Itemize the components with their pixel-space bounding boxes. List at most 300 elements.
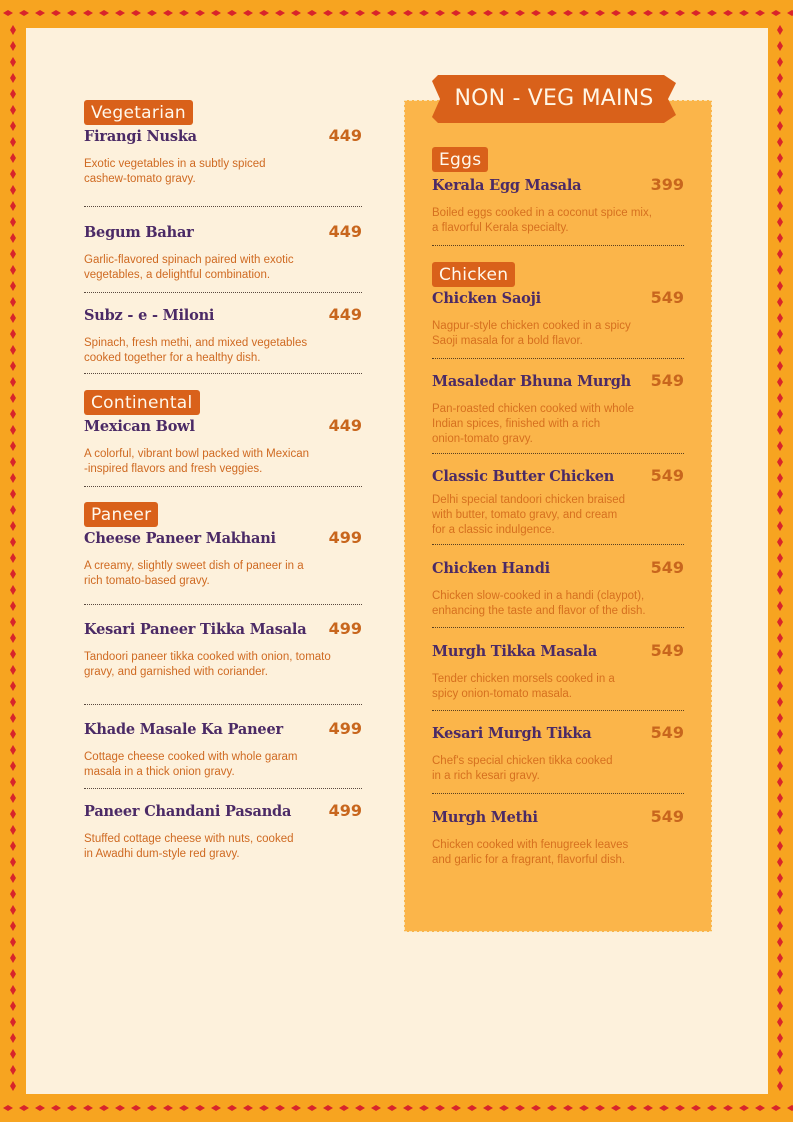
border-diamond (451, 10, 461, 16)
border-diamond (777, 601, 783, 611)
border-diamond (10, 489, 16, 499)
border-diamond (515, 10, 525, 16)
divider (432, 245, 684, 246)
border-diamond (83, 10, 93, 16)
border-diamond (675, 10, 685, 16)
border-diamond (467, 1105, 477, 1111)
border-diamond (777, 953, 783, 963)
border-diamond (371, 10, 381, 16)
border-diamond (10, 985, 16, 995)
border-diamond (777, 393, 783, 403)
border-diamond (777, 649, 783, 659)
border-diamond (659, 1105, 669, 1111)
border-diamond (243, 10, 253, 16)
border-diamond (483, 10, 493, 16)
border-diamond (10, 377, 16, 387)
border-diamond (777, 361, 783, 371)
border-diamond (67, 1105, 77, 1111)
border-diamond (777, 905, 783, 915)
border-diamond (777, 585, 783, 595)
border-diamond (355, 10, 365, 16)
item-price: 499 (328, 801, 362, 820)
border-diamond (291, 10, 301, 16)
border-diamond (307, 1105, 317, 1111)
menu-item (84, 619, 362, 680)
border-diamond (163, 10, 173, 16)
border-diamond (777, 713, 783, 723)
border-diamond (787, 10, 793, 16)
border-diamond (777, 201, 783, 211)
border-diamond (35, 10, 45, 16)
border-diamond (595, 10, 605, 16)
border-diamond (195, 10, 205, 16)
item-description: Chicken slow-cooked in a handi (claypot), enhancing the taste and flavor of the dish. (432, 590, 646, 617)
border-diamond (10, 393, 16, 403)
border-diamond (10, 73, 16, 83)
left-column (84, 100, 362, 862)
border-diamond (3, 1105, 13, 1111)
border-diamond (10, 1049, 16, 1059)
border-diamond (723, 1105, 733, 1111)
item-description: Exotic vegetables in a subtly spiced cashew-tomato gravy. (84, 158, 266, 185)
category-label: Continental (84, 390, 200, 415)
border-diamond (547, 10, 557, 16)
border-diamond (435, 10, 445, 16)
border-diamond (10, 505, 16, 515)
item-description: Pan-roasted chicken cooked with whole Indian spices, finished with a rich onion-tomato gravy. (432, 403, 635, 445)
border-diamond (10, 457, 16, 467)
border-diamond (777, 777, 783, 787)
border-diamond (339, 1105, 349, 1111)
section-vegetarian (84, 100, 362, 374)
border-diamond (675, 1105, 685, 1111)
menu-item (432, 175, 684, 236)
border-diamond (10, 313, 16, 323)
border-diamond (627, 1105, 637, 1111)
border-diamond (435, 1105, 445, 1111)
border-diamond (10, 137, 16, 147)
border-diamond (777, 553, 783, 563)
border-diamond (387, 10, 397, 16)
divider (84, 604, 362, 605)
item-name: Kesari Paneer Tikka Masala (84, 621, 307, 638)
border-diamond (10, 169, 16, 179)
border-diamond (499, 1105, 509, 1111)
item-name: Firangi Nuska (84, 128, 197, 145)
border-diamond (771, 10, 781, 16)
item-price: 549 (650, 288, 684, 307)
item-price: 449 (328, 416, 362, 435)
item-description: Stuffed cottage cheese with nuts, cooked in Awadhi dum-style red gravy. (84, 833, 294, 860)
border-diamond (777, 409, 783, 419)
border-diamond (243, 1105, 253, 1111)
border-diamond (777, 73, 783, 83)
border-diamond (275, 1105, 285, 1111)
category-label: Chicken (432, 262, 515, 287)
divider (432, 710, 684, 711)
menu-item (432, 466, 684, 538)
border-diamond (777, 761, 783, 771)
border-diamond (83, 1105, 93, 1111)
divider (84, 373, 362, 374)
border-diamond (777, 793, 783, 803)
border-diamond (10, 729, 16, 739)
border-diamond (451, 1105, 461, 1111)
item-name: Mexican Bowl (84, 418, 195, 435)
border-diamond (10, 841, 16, 851)
border-diamond (10, 697, 16, 707)
border-diamond (777, 937, 783, 947)
border-diamond (777, 537, 783, 547)
border-diamond (777, 809, 783, 819)
divider (432, 358, 684, 359)
border-diamond (777, 1033, 783, 1043)
item-price: 549 (650, 641, 684, 660)
border-diamond (10, 761, 16, 771)
item-name: Chicken Handi (432, 560, 550, 577)
border-diamond (10, 713, 16, 723)
item-name: Paneer Chandani Pasanda (84, 803, 292, 820)
border-diamond (777, 265, 783, 275)
border-diamond (777, 633, 783, 643)
border-diamond (10, 681, 16, 691)
border-diamond (339, 10, 349, 16)
border-diamond (777, 249, 783, 259)
border-diamond (10, 265, 16, 275)
border-diamond (755, 1105, 765, 1111)
border-diamond (777, 377, 783, 387)
item-name: Chicken Saoji (432, 290, 541, 307)
border-diamond (483, 1105, 493, 1111)
border-diamond (307, 10, 317, 16)
item-price: 549 (650, 723, 684, 742)
border-diamond (10, 1065, 16, 1075)
border-diamond (777, 745, 783, 755)
border-diamond (579, 10, 589, 16)
item-price: 499 (328, 619, 362, 638)
border-diamond (10, 281, 16, 291)
item-description: Boiled eggs cooked in a coconut spice mix, a flavorful Kerala specialty. (432, 207, 652, 234)
border-diamond (595, 1105, 605, 1111)
border-diamond (19, 1105, 29, 1111)
border-diamond (323, 1105, 333, 1111)
border-diamond (10, 217, 16, 227)
border-diamond (10, 617, 16, 627)
border-diamond (777, 425, 783, 435)
border-diamond (777, 89, 783, 99)
category-label: Paneer (84, 502, 158, 527)
border-diamond (777, 1017, 783, 1027)
border-diamond (777, 729, 783, 739)
border-diamond (777, 137, 783, 147)
border-diamond (10, 921, 16, 931)
border-diamond (777, 889, 783, 899)
border-diamond (3, 10, 13, 16)
border-diamond (275, 10, 285, 16)
section-continental (84, 390, 362, 487)
border-diamond (10, 57, 16, 67)
border-diamond (777, 281, 783, 291)
border-diamond (211, 1105, 221, 1111)
menu-item (432, 641, 684, 702)
border-diamond (227, 1105, 237, 1111)
border-diamond (531, 10, 541, 16)
border-diamond (10, 777, 16, 787)
border-diamond (777, 681, 783, 691)
border-diamond (115, 10, 125, 16)
menu-item (432, 288, 684, 349)
border-diamond (147, 10, 157, 16)
border-diamond (777, 841, 783, 851)
border-diamond (131, 1105, 141, 1111)
border-diamond (403, 1105, 413, 1111)
border-diamond (777, 105, 783, 115)
item-price: 499 (328, 719, 362, 738)
border-diamond (371, 1105, 381, 1111)
item-price: 449 (328, 126, 362, 145)
border-diamond (777, 25, 783, 35)
border-diamond (627, 10, 637, 16)
border-diamond (563, 10, 573, 16)
item-price: 499 (328, 528, 362, 547)
item-name: Khade Masale Ka Paneer (84, 721, 283, 738)
border-diamond (195, 1105, 205, 1111)
border-diamond (771, 1105, 781, 1111)
border-diamond (777, 41, 783, 51)
item-name: Murgh Methi (432, 809, 538, 826)
border-diamond (10, 1033, 16, 1043)
border-diamond (777, 665, 783, 675)
border-diamond (10, 937, 16, 947)
border-diamond (10, 89, 16, 99)
border-diamond (777, 1049, 783, 1059)
border-diamond (10, 345, 16, 355)
border-diamond (10, 473, 16, 483)
menu-item (432, 371, 684, 447)
item-price: 549 (650, 371, 684, 390)
border-diamond (499, 10, 509, 16)
border-diamond (403, 10, 413, 16)
border-diamond (777, 185, 783, 195)
border-diamond (515, 1105, 525, 1111)
menu-item (84, 528, 362, 589)
border-diamond (547, 1105, 557, 1111)
border-diamond (467, 10, 477, 16)
item-price: 399 (650, 175, 684, 194)
border-diamond (291, 1105, 301, 1111)
item-description: Chef's special chicken tikka cooked in a rich kesari gravy. (432, 755, 613, 782)
border-diamond (777, 825, 783, 835)
border-diamond (10, 905, 16, 915)
item-price: 549 (650, 807, 684, 826)
border-diamond (777, 57, 783, 67)
border-diamond (787, 1105, 793, 1111)
border-diamond (777, 617, 783, 627)
border-diamond (10, 537, 16, 547)
border-diamond (259, 1105, 269, 1111)
border-diamond (355, 1105, 365, 1111)
item-price: 549 (650, 466, 684, 485)
border-diamond (10, 1001, 16, 1011)
item-price: 549 (650, 558, 684, 577)
border-diamond (777, 569, 783, 579)
border-diamond (10, 745, 16, 755)
menu-item (84, 305, 362, 366)
item-name: Kerala Egg Masala (432, 177, 582, 194)
section-paneer (84, 502, 362, 862)
border-diamond (10, 553, 16, 563)
item-name: Subz - e - Miloni (84, 307, 215, 324)
border-diamond (707, 10, 717, 16)
border-diamond (10, 569, 16, 579)
item-name: Murgh Tikka Masala (432, 643, 598, 660)
border-diamond (777, 1001, 783, 1011)
border-diamond (419, 1105, 429, 1111)
border-diamond (10, 185, 16, 195)
border-diamond (777, 345, 783, 355)
item-description: A colorful, vibrant bowl packed with Mexican -inspired flavors and fresh veggies. (84, 448, 309, 475)
border-diamond (10, 649, 16, 659)
border-diamond (777, 857, 783, 867)
border-diamond (115, 1105, 125, 1111)
border-diamond (35, 1105, 45, 1111)
border-diamond (131, 10, 141, 16)
border-diamond (10, 873, 16, 883)
menu-item (84, 801, 362, 862)
border-diamond (563, 1105, 573, 1111)
border-diamond (10, 889, 16, 899)
menu-item (84, 222, 362, 283)
border-diamond (10, 953, 16, 963)
border-diamond (691, 10, 701, 16)
border-diamond (10, 121, 16, 131)
border-diamond (10, 153, 16, 163)
border-diamond (10, 601, 16, 611)
border-diamond (10, 857, 16, 867)
item-name: Kesari Murgh Tikka (432, 725, 592, 742)
border-diamond (99, 10, 109, 16)
border-diamond (19, 10, 29, 16)
border-diamond (777, 1081, 783, 1091)
border-diamond (611, 10, 621, 16)
item-description: Spinach, fresh methi, and mixed vegetables cooked together for a healthy dish. (84, 337, 308, 364)
border-diamond (67, 10, 77, 16)
border-diamond (10, 793, 16, 803)
border-diamond (777, 921, 783, 931)
divider (432, 627, 684, 628)
item-name: Classic Butter Chicken (432, 468, 615, 485)
border-diamond (777, 873, 783, 883)
border-diamond (739, 1105, 749, 1111)
border-diamond (10, 441, 16, 451)
border-diamond (10, 233, 16, 243)
item-name: Begum Bahar (84, 224, 194, 241)
border-diamond (10, 585, 16, 595)
border-diamond (777, 329, 783, 339)
border-diamond (10, 1017, 16, 1027)
divider (84, 292, 362, 293)
border-diamond (227, 10, 237, 16)
border-diamond (659, 10, 669, 16)
menu-item (84, 719, 362, 780)
divider (84, 788, 362, 789)
item-description: Tender chicken morsels cooked in a spicy onion-tomato masala. (432, 673, 615, 700)
item-description: A creamy, slightly sweet dish of paneer in a rich tomato-based gravy. (84, 560, 304, 587)
item-description: Cottage cheese cooked with whole garam masala in a thick onion gravy. (84, 751, 298, 778)
border-diamond (777, 969, 783, 979)
border-diamond (10, 297, 16, 307)
item-description: Delhi special tandoori chicken braised with butter, tomato gravy, and cream for a classic indulgence. (432, 494, 626, 536)
border-diamond (147, 1105, 157, 1111)
divider (84, 486, 362, 487)
border-diamond (10, 425, 16, 435)
border-diamond (707, 1105, 717, 1111)
border-diamond (777, 473, 783, 483)
border-diamond (777, 457, 783, 467)
menu-item (432, 723, 684, 784)
border-diamond (10, 521, 16, 531)
item-name: Masaledar Bhuna Murgh (432, 373, 631, 390)
border-diamond (777, 697, 783, 707)
banner-title: NON - VEG MAINS (454, 86, 654, 111)
divider (84, 206, 362, 207)
border-diamond (323, 10, 333, 16)
border-diamond (777, 233, 783, 243)
border-diamond (777, 489, 783, 499)
section-eggs (432, 147, 684, 246)
menu-item (84, 126, 362, 187)
border-diamond (777, 505, 783, 515)
border-diamond (10, 201, 16, 211)
border-diamond (10, 1081, 16, 1091)
border-diamond (10, 969, 16, 979)
border-diamond (10, 25, 16, 35)
divider (432, 544, 684, 545)
menu-item (432, 807, 684, 868)
border-diamond (10, 249, 16, 259)
border-diamond (211, 10, 221, 16)
item-description: Chicken cooked with fenugreek leaves and garlic for a fragrant, flavorful dish. (432, 839, 629, 866)
border-diamond (777, 217, 783, 227)
border-diamond (259, 10, 269, 16)
border-diamond (419, 10, 429, 16)
border-diamond (99, 1105, 109, 1111)
border-diamond (777, 441, 783, 451)
border-diamond (51, 10, 61, 16)
border-diamond (163, 1105, 173, 1111)
border-diamond (643, 10, 653, 16)
border-diamond (643, 1105, 653, 1111)
border-diamond (777, 985, 783, 995)
item-name: Cheese Paneer Makhani (84, 530, 276, 547)
border-diamond (179, 1105, 189, 1111)
item-price: 449 (328, 222, 362, 241)
border-diamond (579, 1105, 589, 1111)
item-description: Tandoori paneer tikka cooked with onion, tomato gravy, and garnished with coriander. (84, 651, 331, 678)
border-diamond (777, 153, 783, 163)
border-diamond (777, 169, 783, 179)
border-diamond (723, 10, 733, 16)
divider (432, 453, 684, 454)
border-diamond (10, 41, 16, 51)
border-diamond (387, 1105, 397, 1111)
menu-item (84, 416, 362, 477)
section-chicken (432, 262, 684, 868)
border-diamond (179, 10, 189, 16)
border-diamond (691, 1105, 701, 1111)
border-diamond (10, 329, 16, 339)
item-price: 449 (328, 305, 362, 324)
